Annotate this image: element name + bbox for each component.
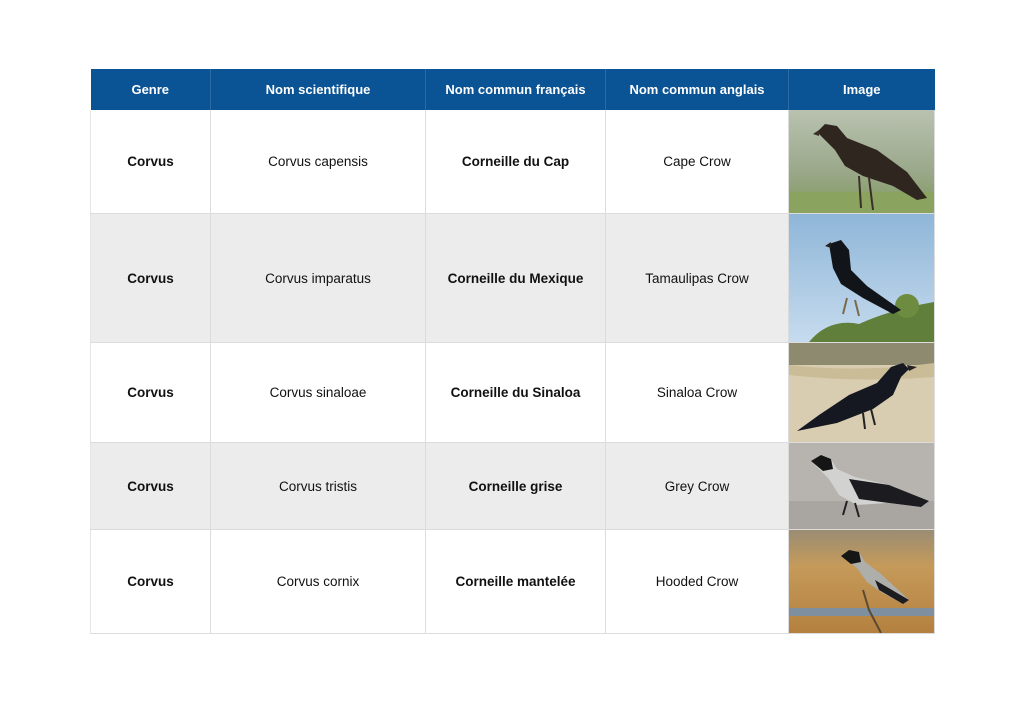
genre-cell: Corvus xyxy=(91,343,211,443)
header-scientific-name: Nom scientifique xyxy=(211,69,426,110)
table-row xyxy=(91,110,935,214)
french-name-cell: Corneille mantelée xyxy=(426,530,606,634)
grey-crow-photo xyxy=(789,443,934,529)
image-cell xyxy=(789,530,935,634)
table-row xyxy=(91,343,935,443)
crow-species-table xyxy=(90,69,935,634)
hooded-crow-photo xyxy=(789,530,934,633)
english-name-cell: Cape Crow xyxy=(606,110,789,214)
header-english-name: Nom commun anglais xyxy=(606,69,789,110)
english-name-cell: Sinaloa Crow xyxy=(606,343,789,443)
table-header-row xyxy=(91,69,935,110)
english-name-cell: Grey Crow xyxy=(606,443,789,530)
header-french-name: Nom commun français xyxy=(426,69,606,110)
french-name-cell: Corneille grise xyxy=(426,443,606,530)
table-row xyxy=(91,530,935,634)
scientific-name-cell: Corvus sinaloae xyxy=(211,343,426,443)
header-genre: Genre xyxy=(91,69,211,110)
image-cell xyxy=(789,443,935,530)
french-name-cell: Corneille du Sinaloa xyxy=(426,343,606,443)
image-cell xyxy=(789,214,935,343)
sinaloa-crow-photo xyxy=(789,343,934,442)
tamaulipas-crow-photo xyxy=(789,214,934,342)
scientific-name-cell: Corvus cornix xyxy=(211,530,426,634)
french-name-cell: Corneille du Cap xyxy=(426,110,606,214)
english-name-cell: Hooded Crow xyxy=(606,530,789,634)
scientific-name-cell: Corvus imparatus xyxy=(211,214,426,343)
genre-cell: Corvus xyxy=(91,443,211,530)
crow-species-table-container xyxy=(90,69,934,634)
image-cell xyxy=(789,110,935,214)
table-row xyxy=(91,443,935,530)
table-row xyxy=(91,214,935,343)
genre-cell: Corvus xyxy=(91,110,211,214)
french-name-cell: Corneille du Mexique xyxy=(426,214,606,343)
cape-crow-photo xyxy=(789,110,934,213)
scientific-name-cell: Corvus capensis xyxy=(211,110,426,214)
english-name-cell: Tamaulipas Crow xyxy=(606,214,789,343)
scientific-name-cell: Corvus tristis xyxy=(211,443,426,530)
genre-cell: Corvus xyxy=(91,214,211,343)
header-image: Image xyxy=(789,69,935,110)
image-cell xyxy=(789,343,935,443)
genre-cell: Corvus xyxy=(91,530,211,634)
